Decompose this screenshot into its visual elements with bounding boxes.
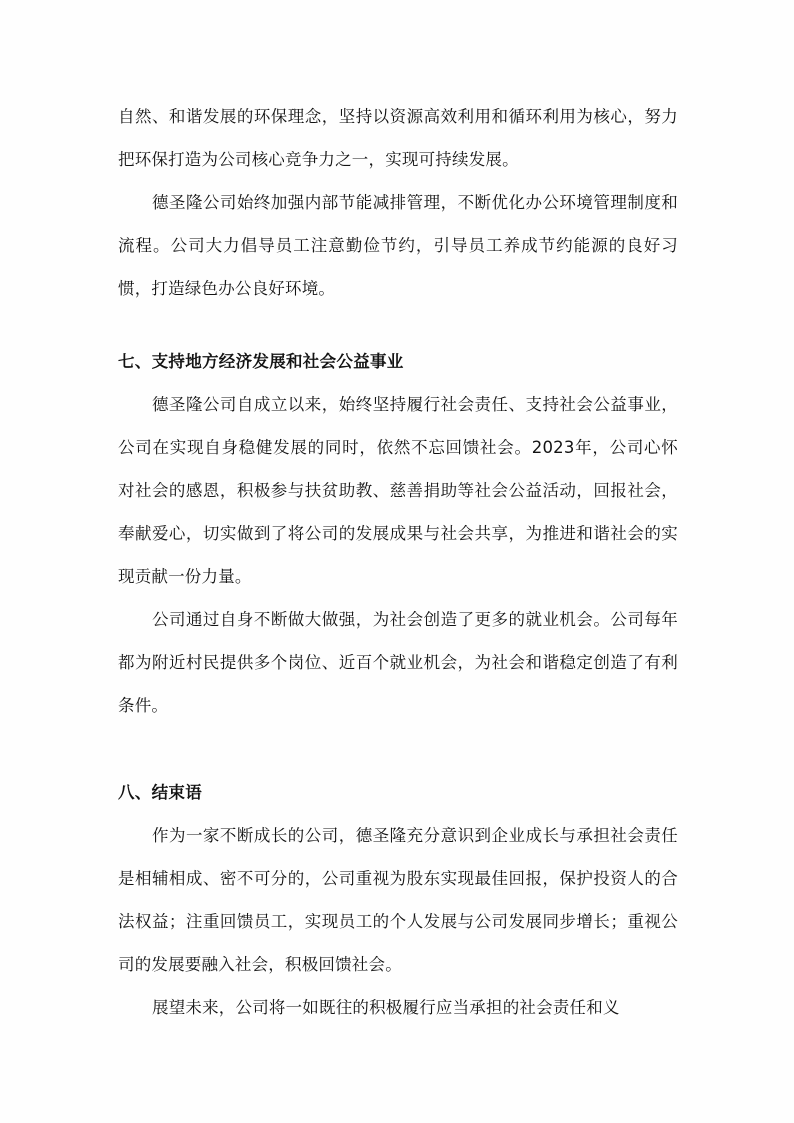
- section-heading-eight: 八、结束语: [118, 783, 202, 802]
- section-spacer-1: [118, 310, 678, 340]
- section-spacer-2: [118, 727, 678, 771]
- paragraph-3: 德圣隆公司自成立以来，始终坚持履行社会责任、支持社会公益事业，公司在实现自身稳健发展的同时，依然不忘回馈社会。2023年，公司心怀对社会的感恩，积极参与扶贫助教、慈善捐助等社会公益活动，回报社会，奉献爱心，切实做到了将公司的发展成果与社会共享，为推进和谐社会的实现贡献一份力量。: [118, 395, 678, 586]
- paragraph-6: 展望未来，公司将一如既往的积极履行应当承担的社会责任和义: [152, 998, 620, 1017]
- paragraph-2: 德圣隆公司始终加强内部节能减排管理，不断优化办公环境管理制度和流程。公司大力倡导员工注意勤俭节约，引导员工养成节约能源的良好习惯，打造绿色办公良好环境。: [118, 193, 678, 298]
- section-heading-seven: 七、支持地方经济发展和社会公益事业: [118, 352, 404, 371]
- paragraph-1: 自然、和谐发展的环保理念，坚持以资源高效利用和循环利用为核心，努力把环保打造为公司核心竞争力之一，实现可持续发展。: [118, 107, 678, 169]
- paragraph-5: 作为一家不断成长的公司，德圣隆充分意识到企业成长与承担社会责任是相辅相成、密不可分的，公司重视为股东实现最佳回报，保护投资人的合法权益；注重回馈员工，实现员工的个人发展与公司发展同步增长；重视公司的发展要融入社会，积极回馈社会。: [118, 826, 678, 974]
- document-body: [118, 95, 678, 1029]
- paragraph-4: 公司通过自身不断做大做强，为社会创造了更多的就业机会。公司每年都为附近村民提供多个岗位、近百个就业机会，为社会和谐稳定创造了有利条件。: [118, 610, 678, 715]
